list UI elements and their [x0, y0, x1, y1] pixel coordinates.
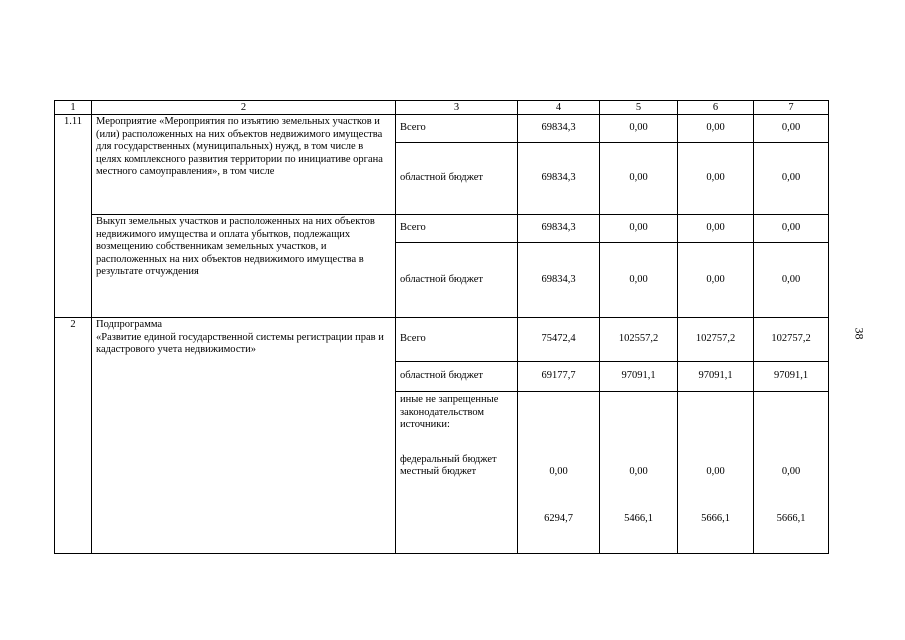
value-cell	[678, 392, 754, 554]
other-sources-label: иные не запрещенные законодательством источники:	[400, 394, 499, 431]
value-cell: 0,00	[600, 143, 678, 215]
value-cell: 69177,7	[518, 362, 600, 392]
value-cell: 97091,1	[754, 362, 829, 392]
source-cell: Всего	[396, 115, 518, 143]
federal-budget-label: федеральный бюджет	[400, 453, 497, 465]
local-value: 5466,1	[624, 512, 653, 524]
value-cell: 0,00	[600, 115, 678, 143]
value-cell: 69834,3	[518, 243, 600, 318]
page-number: 38	[852, 327, 867, 340]
local-value: 5666,1	[701, 512, 730, 524]
value-cell: 0,00	[678, 115, 754, 143]
value-cell: 0,00	[678, 215, 754, 243]
table-row	[55, 318, 829, 362]
subprogram-description	[92, 318, 396, 554]
other-sources-cell	[396, 392, 518, 554]
value-cell: 69834,3	[518, 143, 600, 215]
value-cell: 97091,1	[678, 362, 754, 392]
federal-value: 0,00	[781, 466, 801, 477]
value-cell: 75472,4	[518, 318, 600, 362]
value-cell: 0,00	[754, 243, 829, 318]
local-budget-label: местный бюджет	[400, 466, 477, 478]
table-row	[55, 215, 829, 243]
event-description: Мероприятие «Мероприятия по изъятию земельных участков и (или) расположенных на них объектов недвижимого имущества для государственных (муниципальных) нужд, в том числе в целях комплексного развития территории по инициативе органа местного самоуправления», в том числе	[92, 115, 396, 215]
row-code: 2	[55, 318, 92, 554]
value-cell: 0,00	[754, 143, 829, 215]
subprogram-title: «Развитие единой государственной системы регистрации прав и кадастрового учета недвижимости»	[96, 331, 384, 356]
header-col-6: 6	[678, 101, 754, 115]
value-cell: 69834,3	[518, 215, 600, 243]
header-col-2: 2	[92, 101, 396, 115]
budget-table	[54, 100, 829, 554]
value-cell: 97091,1	[600, 362, 678, 392]
value-cell: 0,00	[600, 215, 678, 243]
row-code: 1.11	[55, 115, 92, 318]
value-cell: 102757,2	[678, 318, 754, 362]
header-row	[55, 101, 829, 115]
source-cell: областной бюджет	[396, 362, 518, 392]
value-cell: 0,00	[754, 115, 829, 143]
event-description: Выкуп земельных участков и расположенных на них объектов недвижимого имущества и оплата убытков, подлежащих возмещению собственникам земельных участков, и расположенных на них объектов недвижимого имущества в результате отчуждения	[92, 215, 396, 318]
value-cell: 0,00	[678, 243, 754, 318]
header-col-4: 4	[518, 101, 600, 115]
value-cell	[754, 392, 829, 554]
header-col-1: 1	[55, 101, 92, 115]
value-cell: 0,00	[754, 215, 829, 243]
value-cell: 102557,2	[600, 318, 678, 362]
subprogram-label: Подпрограмма	[96, 319, 163, 330]
table-row	[55, 115, 829, 143]
value-cell	[518, 392, 600, 554]
federal-value: 0,00	[549, 466, 568, 477]
source-cell: областной бюджет	[396, 143, 518, 215]
header-col-5: 5	[600, 101, 678, 115]
source-cell: Всего	[396, 318, 518, 362]
value-cell: 102757,2	[754, 318, 829, 362]
federal-value: 0,00	[706, 466, 725, 477]
local-value: 6294,7	[544, 512, 573, 524]
federal-value: 0,00	[629, 466, 648, 477]
source-cell: областной бюджет	[396, 243, 518, 318]
header-col-7: 7	[754, 101, 829, 115]
source-cell: Всего	[396, 215, 518, 243]
value-cell: 69834,3	[518, 115, 600, 143]
value-cell: 0,00	[678, 143, 754, 215]
value-cell: 0,00	[600, 243, 678, 318]
header-col-3: 3	[396, 101, 518, 115]
value-cell	[600, 392, 678, 554]
local-value: 5666,1	[776, 512, 806, 524]
